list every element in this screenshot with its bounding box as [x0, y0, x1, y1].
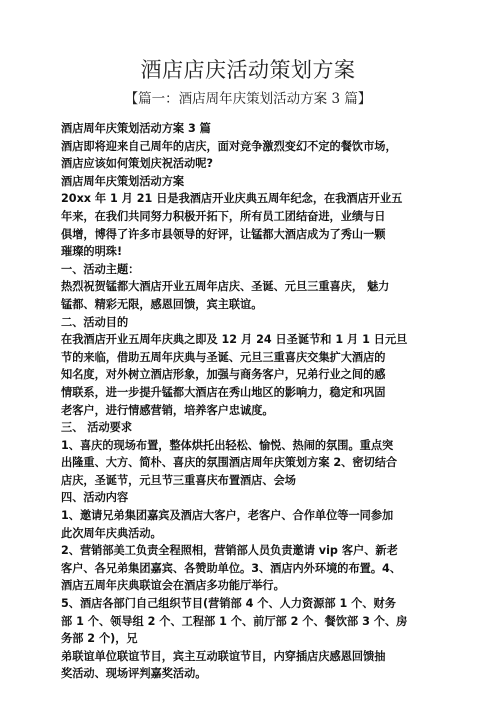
document-title: 酒店店庆活动策划方案 — [140, 58, 356, 82]
body-line: 此次周年庆典活动。 — [61, 526, 162, 540]
document-body — [61, 120, 449, 683]
body-line: 璀璨的明珠! — [61, 245, 123, 259]
body-line: 酒店周年庆策划活动方案 — [61, 174, 185, 188]
body-line: 酒店五周年庆典联谊会在酒店多功能厅举行。 — [61, 579, 285, 593]
body-line: 热烈祝贺锰都大酒店开业五周年店庆、圣诞、元旦三重喜庆， 魅力 — [61, 280, 390, 294]
body-line: 出隆重、大方、简朴、喜庆的氛围酒店周年庆策划方案 2、密切结合 — [61, 456, 398, 470]
body-line: 酒店周年庆策划活动方案 3 篇 — [61, 122, 211, 135]
body-line: 奖活动、现场评判嘉奖活动。 — [61, 667, 207, 681]
body-line: 2、营销部美工负责全程照相，营销部人员负责邀请 vip 客户、新老 — [61, 544, 398, 558]
body-line: 5、酒店各部门自己组织节目(营销部 4 个、人力资源部 1 个、财务 — [61, 597, 396, 611]
body-line: 知名度，对外树立酒店形象，加强与商务客户，兄弟行业之间的感 — [61, 368, 386, 382]
body-line: 俱增，博得了许多市县领导的好评，让锰都大酒店成为了秀山一颗 — [61, 227, 386, 241]
body-line: 年来，在我们共同努力积极开拓下，所有员工团结奋进，业绩与日 — [61, 209, 386, 223]
body-line: 在我酒店开业五周年庆典之即及 12 月 24 日圣诞节和 1 月 1 日元旦 — [61, 333, 408, 347]
body-line: 20xx 年 1 月 21 日是我酒店开业庆典五周年纪念，在我酒店开业五 — [61, 192, 403, 206]
body-line: 三、 活动要求 — [61, 421, 133, 435]
body-line: 锰都、精彩无限，感恩回馈，宾主联谊。 — [61, 297, 263, 311]
body-line: 部 1 个、领导组 2 个、工程部 1 个、前厅部 2 个、餐饮部 3 个、房 — [61, 614, 408, 628]
body-line: 酒店应该如何策划庆祝活动呢? — [61, 157, 213, 171]
body-line: 1、邀请兄弟集团嘉宾及酒店大客户，老客户、合作单位等一同参加 — [61, 509, 394, 523]
body-line: 店庆，圣诞节，元旦节三重喜庆布置酒店、会场 — [61, 473, 296, 487]
body-line: 务部 2 个)，兄 — [61, 632, 138, 646]
body-line: 二、活动目的 — [61, 315, 129, 329]
body-line: 老客户，进行情感营销，培养客户忠诚度。 — [61, 403, 274, 417]
body-line: 情联系，进一步提升锰都大酒店在秀山地区的影响力，稳定和巩固 — [61, 385, 386, 399]
body-line: 客户、各兄弟集团嘉宾、各赞助单位。3、酒店内外环境的布置。4、 — [61, 561, 402, 575]
body-line: 一、活动主题： — [61, 262, 140, 276]
body-line: 1、喜庆的现场布置，整体烘托出轻松、愉悦、热闹的氛围。重点突 — [61, 438, 394, 452]
document-subtitle: 【篇一：酒店周年庆策划活动方案 3 篇】 — [124, 91, 372, 107]
body-line: 节的来临，借助五周年庆典与圣诞、元旦三重喜庆交集扩大酒店的 — [61, 350, 386, 364]
body-line: 弟联谊单位联谊节目，宾主互动联谊节目，内穿插店庆感恩回馈抽 — [61, 649, 386, 663]
body-line: 四、活动内容 — [61, 491, 129, 505]
body-line: 酒店即将迎来自己周年的店庆，面对竞争激烈变幻不定的餐饮市场， — [61, 139, 397, 153]
